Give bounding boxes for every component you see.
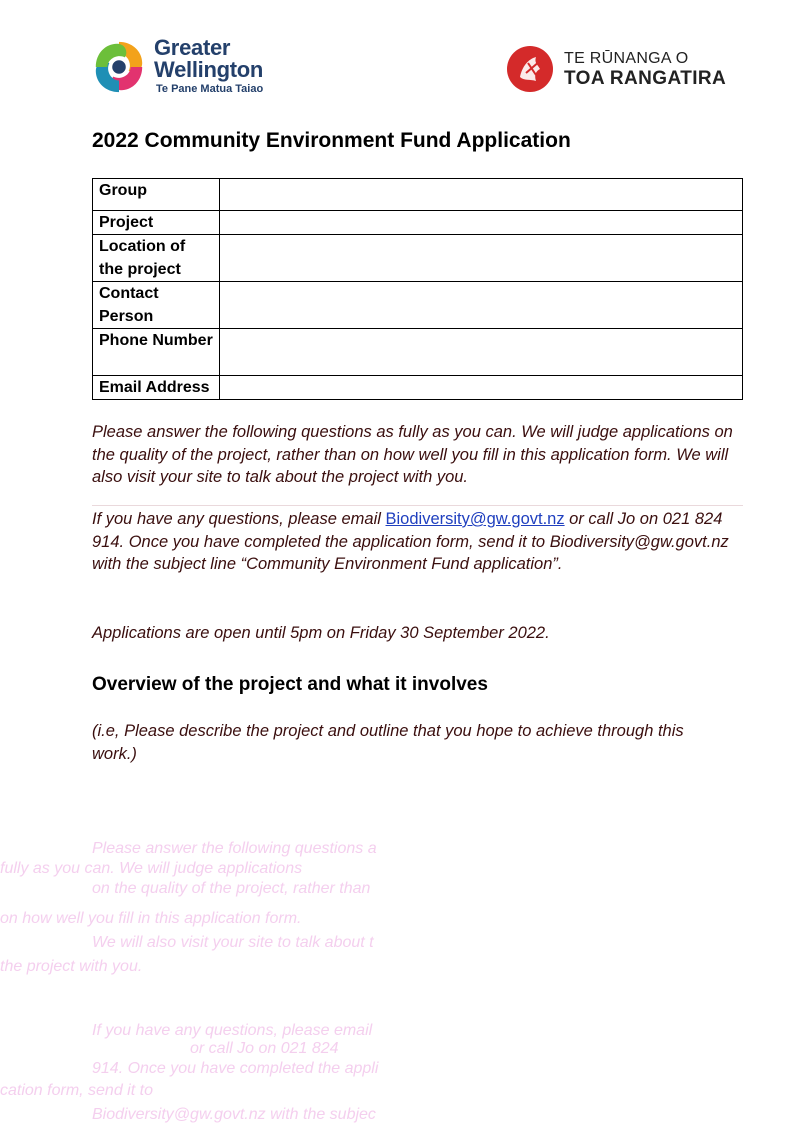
- table-row: [93, 179, 743, 211]
- contact-text-before: If you have any questions, please email: [92, 510, 386, 528]
- table-row: [93, 211, 743, 235]
- ghost-text-line: or call Jo on 021 824: [190, 1040, 339, 1057]
- table-row: [93, 376, 743, 400]
- row-label-project: Project: [93, 211, 220, 235]
- row-label-location: Location of the project: [93, 235, 220, 282]
- table-row: [93, 282, 743, 329]
- ghost-text-line: Please answer the following questions a: [92, 840, 377, 857]
- gw-logo-line3: Te Pane Matua Taiao: [156, 83, 264, 95]
- ghost-text-line: the project with you.: [0, 958, 143, 975]
- greater-wellington-logo: [90, 36, 290, 102]
- contact-paragraph: [92, 508, 747, 576]
- contact-person-field[interactable]: [220, 282, 743, 329]
- divider: [92, 505, 743, 506]
- page-title: 2022 Community Environment Fund Application: [92, 129, 571, 152]
- row-label-phone: Phone Number: [93, 329, 220, 376]
- location-field[interactable]: [220, 235, 743, 282]
- phone-field[interactable]: [220, 329, 743, 376]
- ghost-text-line: on how well you fill in this application form.: [0, 910, 302, 927]
- email-field[interactable]: [220, 376, 743, 400]
- row-label-group: Group: [93, 179, 220, 211]
- intro-paragraph: Please answer the following questions as fully as you can. We will judge applications on the quality of the project, rather than on how well you fill in this application form. We will also visit your site to talk about the project with you.: [92, 423, 733, 486]
- ghost-text-line: We will also visit your site to talk about t: [92, 934, 374, 951]
- toa-rangatira-emblem-icon: [506, 45, 554, 93]
- table-row: [93, 235, 743, 282]
- biodiversity-email-link[interactable]: Biodiversity@gw.govt.nz: [385, 510, 565, 528]
- toa-rangatira-logo: [506, 45, 746, 95]
- toa-logo-line2: TOA RANGATIRA: [564, 68, 727, 89]
- greater-wellington-swirl-logo-icon: [90, 38, 148, 96]
- group-field[interactable]: [220, 179, 743, 211]
- deadline-paragraph: Applications are open until 5pm on Friday 30 September 2022.: [92, 624, 550, 642]
- ghost-text-line: cation form, send it to: [0, 1082, 153, 1099]
- ghost-text-line: fully as you can. We will judge applications: [0, 860, 303, 877]
- applicant-details-table: [92, 178, 743, 400]
- ghost-text-line: on the quality of the project, rather than: [92, 880, 371, 897]
- table-row: [93, 329, 743, 376]
- row-label-email: Email Address: [93, 376, 220, 400]
- gw-logo-line2: Wellington: [154, 57, 264, 82]
- gw-logo-line1: Greater: [154, 35, 231, 60]
- project-field[interactable]: [220, 211, 743, 235]
- ghost-text-line: Biodiversity@gw.govt.nz with the subjec: [92, 1106, 376, 1123]
- toa-logo-line1: TE RŪNANGA O: [564, 50, 689, 67]
- overview-prompt: (i.e, Please describe the project and outline that you hope to achieve through this work.): [92, 722, 684, 763]
- ghost-text-line: If you have any questions, please email: [92, 1022, 373, 1039]
- overview-heading: Overview of the project and what it involves: [92, 674, 488, 695]
- row-label-contact-person: Contact Person: [93, 282, 220, 329]
- contact-text-after: or call Jo on 021 824 914. Once you have completed the application form, send it to Biodiversity@gw.govt.nz with the subject line “Community Environment Fund application”.: [92, 510, 729, 573]
- ghost-text-line: 914. Once you have completed the appli: [92, 1060, 379, 1077]
